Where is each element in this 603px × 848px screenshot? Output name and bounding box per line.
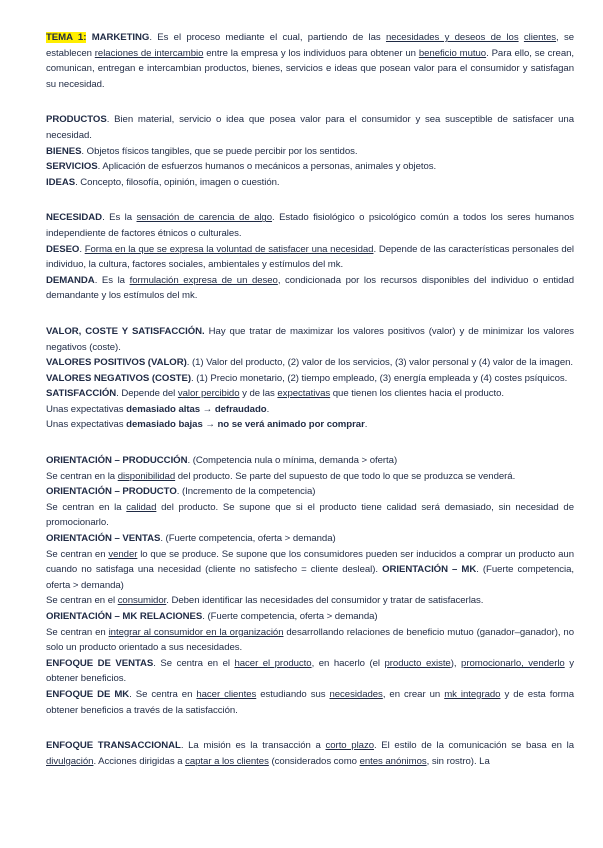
expectativas-bajas: Unas expectativas demasiado bajas → no se verá animado por comprar. [46, 419, 368, 431]
enfoque-transaccional: ENFOQUE TRANSACCIONAL. La misión es la transacción a corto plazo. El estilo de la comunicación se basa en la divulgación. Acciones dirigidas a captar a los clientes (considerados como entes anónimos, sin rostro). La [46, 740, 574, 767]
servicios-definition: SERVICIOS. Aplicación de esfuerzos humanos o mecánicos a personas, animales y objetos. [46, 161, 437, 173]
deseo-definition: DESEO. Forma en la que se expresa la voluntad de satisfacer una necesidad. Depende de las características personales del individuo, la cultura, factores sociales, ambientales y estímulos del mk. [46, 243, 574, 271]
orientacion-producto-text: Se centran en la calidad del producto. Se supone que si el producto tiene calidad será demasiado, sin necesidad de promocionarlo. [46, 501, 575, 529]
demanda-definition: DEMANDA. Es la formulación expresa de un deseo, condicionada por los recursos disponibles del individuo o entidad demandante y los estímulos del mk. [46, 274, 574, 302]
orientacion-producto-heading: ORIENTACIÓN – PRODUCTO. (Incremento de la competencia) [46, 486, 316, 498]
orientacion-mk-relaciones-text: Se centran en integrar al consumidor en la organización desarrollando relaciones de beneficio mutuo (ganador–ganador), no solo un producto orientado a sus necesidades. [46, 626, 574, 654]
satisfaccion-definition: SATISFACCIÓN. Depende del valor percibido y de las expectativas que tienen los clientes hacia el producto. [46, 388, 504, 400]
valores-positivos: VALORES POSITIVOS (VALOR). (1) Valor del producto, (2) valor de los servicios, (3) valor personal y (4) valor de la imagen. [46, 357, 574, 369]
orientacion-produccion-text: Se centran en la disponibilidad del producto. Se parte del supuesto de que todo lo que se produzca se venderá. [46, 470, 516, 482]
enfoque-ventas: ENFOQUE DE VENTAS. Se centra en el hacer el producto, en hacerlo (el producto existe), promocionarlo, venderlo y obtener beneficios. [46, 657, 574, 685]
valores-negativos: VALORES NEGATIVOS (COSTE). (1) Precio monetario, (2) tiempo empleado, (3) energía empleada y (4) costes psíquicos. [46, 372, 568, 384]
ideas-definition: IDEAS. Concepto, filosofía, opinión, imagen o cuestión. [46, 176, 280, 188]
orientacion-produccion-heading: ORIENTACIÓN – PRODUCCIÓN. (Competencia nula o mínima, demanda > oferta) [46, 455, 398, 467]
term-marketing: MARKETING [91, 32, 150, 43]
marketing-definition: TEMA 1: MARKETING. Es el proceso mediante el cual, partiendo de las necesidades y deseos de los clientes, se establecen relaciones de intercambio entre la empresa y los individuos para obtener un beneficio mutuo. Para ello, se crean, comunican, entregan e intercambian productos, bienes, servicios e ideas que posean valor para el consumidor y satisfagan su necesidad. [46, 32, 575, 90]
bienes-definition: BIENES. Objetos físicos tangibles, que se puede percibir por los sentidos. [46, 145, 358, 157]
productos-definition: PRODUCTOS. Bien material, servicio o idea que posea valor para el consumidor y sea susceptible de satisfacer una necesidad. [46, 114, 574, 141]
orientacion-ventas-heading: ORIENTACIÓN – VENTAS. (Fuerte competencia, oferta > demanda) [46, 533, 336, 545]
valor-coste-satisfaccion: VALOR, COSTE Y SATISFACCIÓN. Hay que tratar de maximizar los valores positivos (valor) y de minimizar los valores negativos (coste). [46, 325, 574, 353]
tema-label: TEMA 1: [46, 32, 87, 43]
necesidad-definition: NECESIDAD. Es la sensación de carencia de algo. Estado fisiológico o psicológico común a todos los seres humanos independiente de factores étnicos o culturales. [46, 212, 574, 239]
orientacion-ventas-text: Se centran en vender lo que se produce. Se supone que los consumidores pueden ser inducidos a comprar un producto aun cuando no satisfaga una necesidad (cliente no satisfecho = cliente desleal). ORIENTACIÓN – MK. (Fuerte competencia, oferta > demanda) [46, 548, 574, 591]
orientacion-mk-text: Se centran en el consumidor. Deben identificar las necesidades del consumidor y tratar de satisfacerlas. [46, 595, 484, 607]
orientacion-mk-relaciones-heading: ORIENTACIÓN – MK RELACIONES. (Fuerte competencia, oferta > demanda) [46, 611, 378, 622]
expectativas-altas: Unas expectativas demasiado altas → defraudado. [46, 403, 270, 415]
enfoque-mk: ENFOQUE DE MK. Se centra en hacer clientes estudiando sus necesidades, en crear un mk integrado y de esta forma obtener beneficios a través de la satisfacción. [46, 688, 574, 716]
